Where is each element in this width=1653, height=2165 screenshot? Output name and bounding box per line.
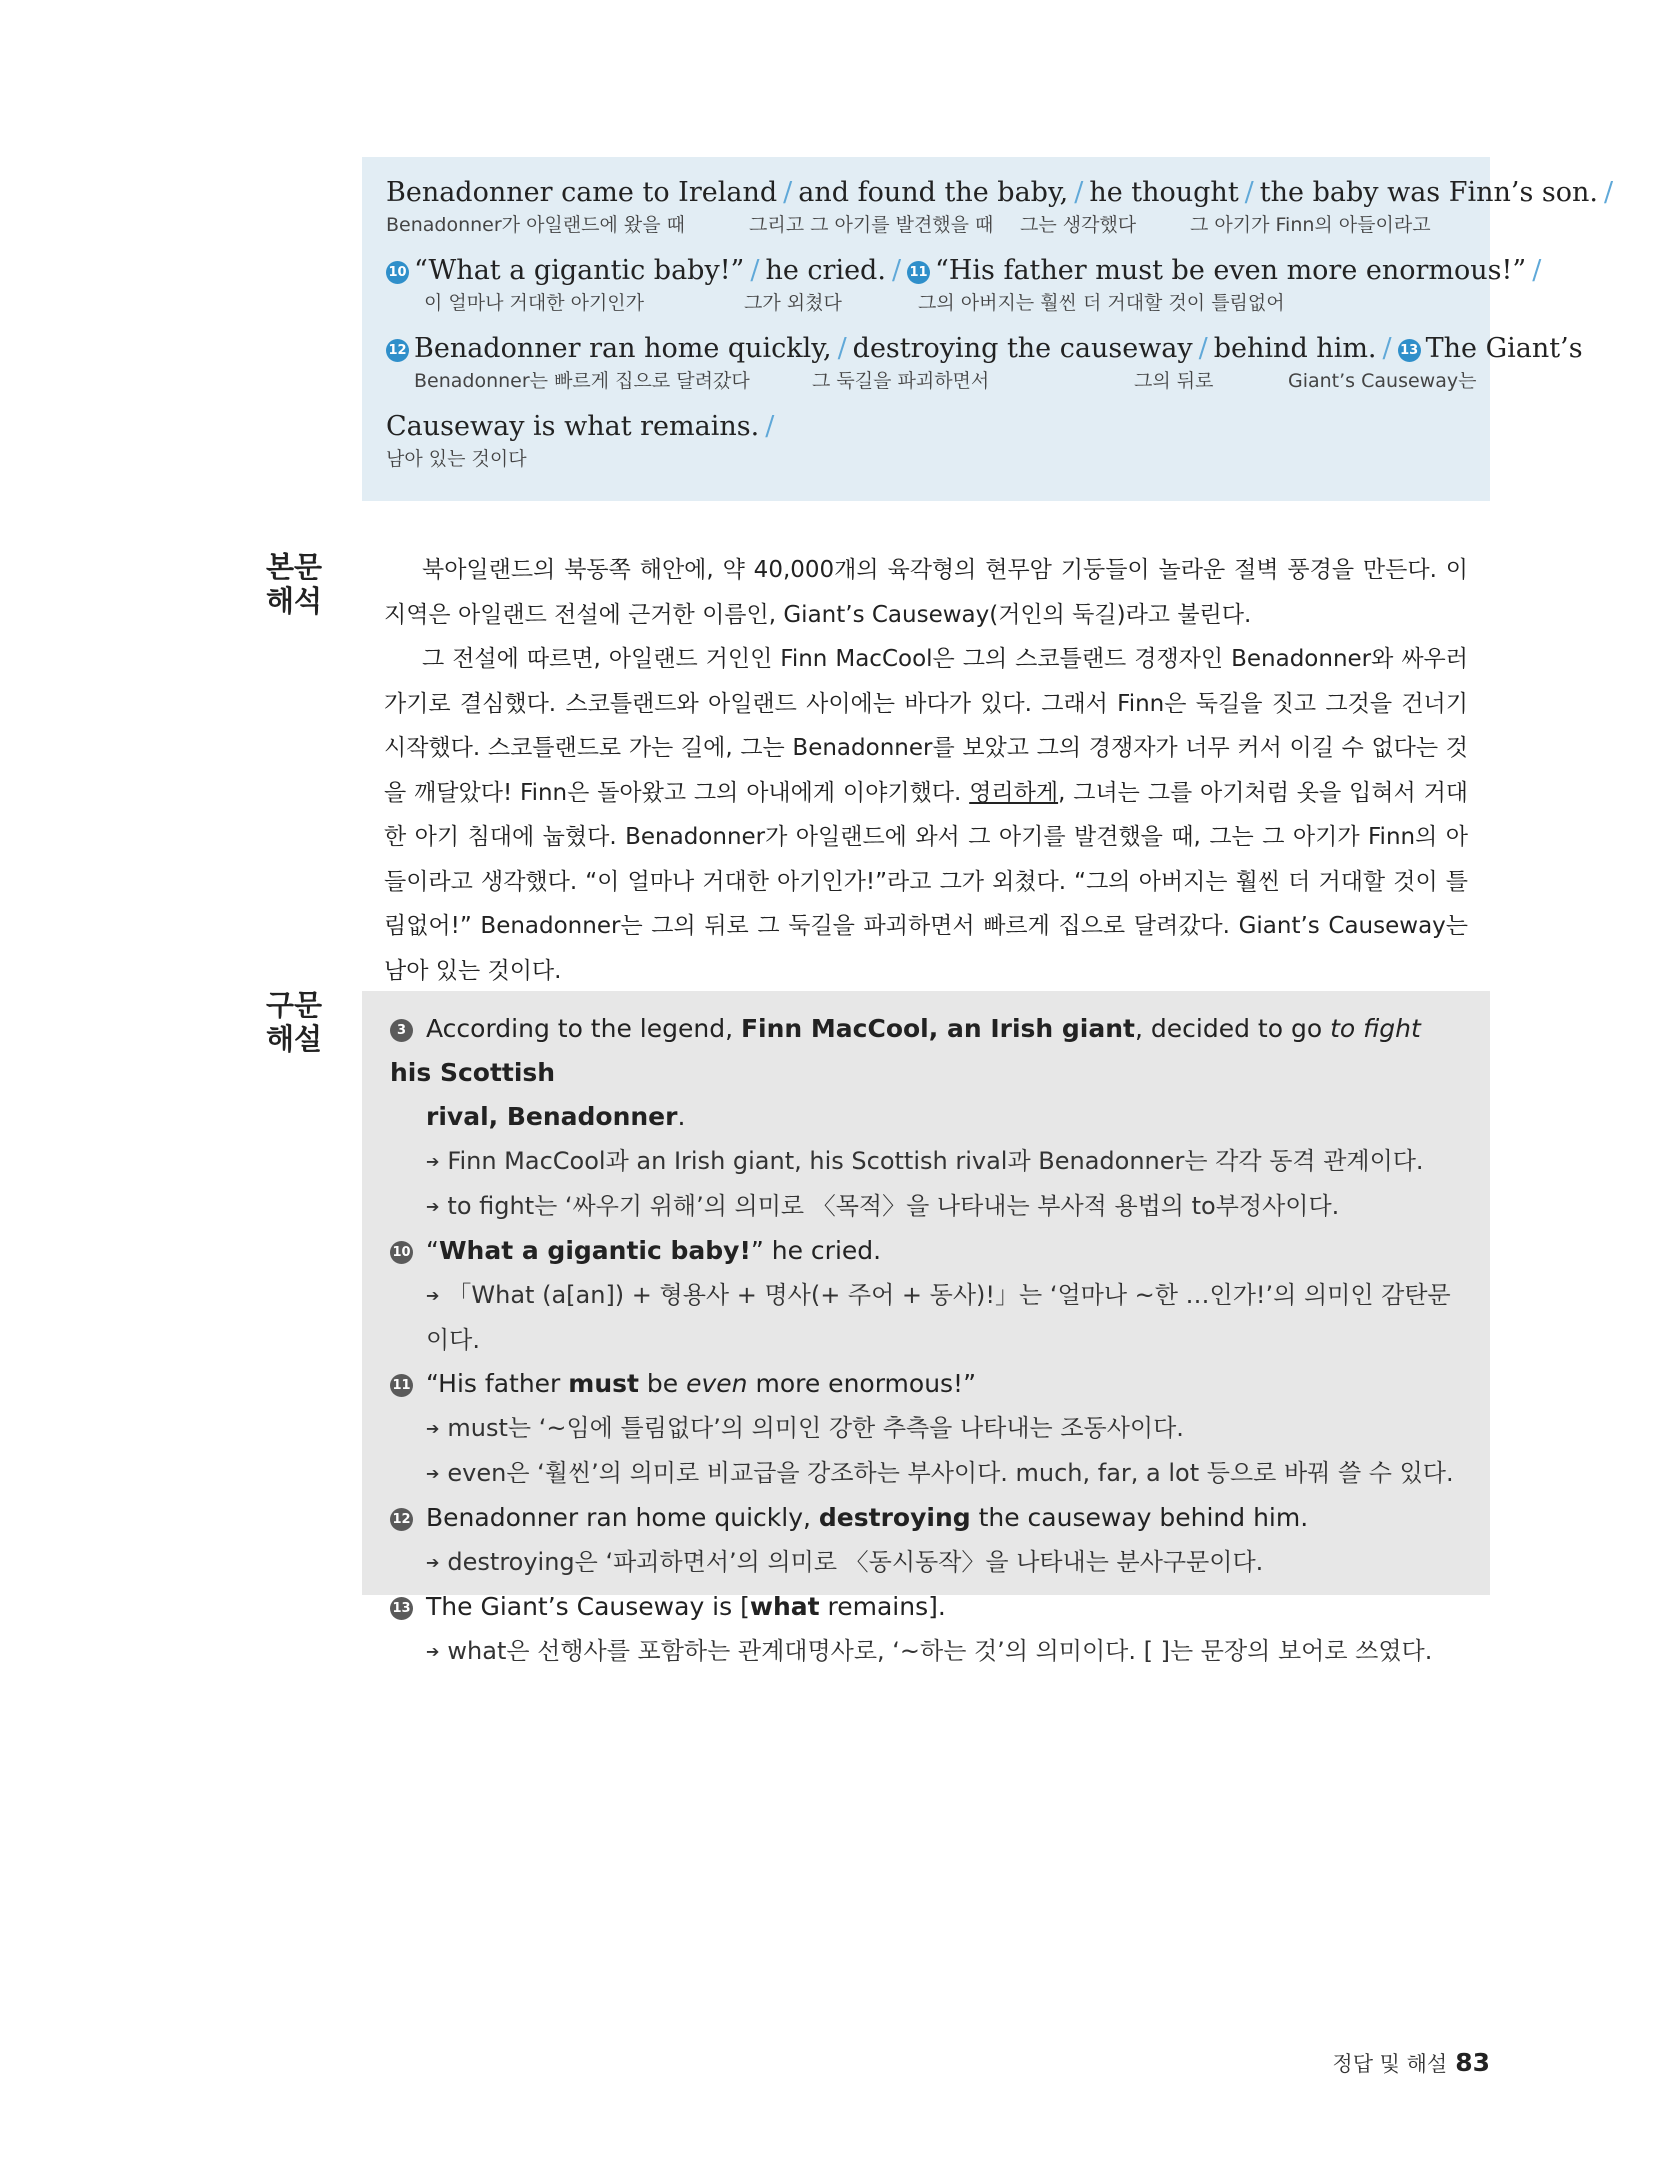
grammar-item-12 <box>390 1496 1466 1540</box>
chunk-slash: / <box>783 177 793 208</box>
sentence-number-badge: 12 <box>390 1508 413 1531</box>
chunk-ko: 그 아기가 Finn의 아들이라고 <box>1190 214 1431 236</box>
grammar-text: ” he cried. <box>750 1236 882 1265</box>
english-chunks <box>386 175 1619 211</box>
note-text: Finn MacCool과 an Irish giant, his Scottish rival과 Benadonner는 각각 동격 관계이다. <box>447 1147 1424 1175</box>
chunk-en: The Giant’s <box>1425 333 1583 364</box>
chunk-ko: 그리고 그 아기를 발견했을 때 <box>749 214 994 236</box>
grammar-item-3 <box>390 1007 1466 1095</box>
chunk-slash: / <box>837 333 847 364</box>
arrow-icon: ➔ <box>426 1642 440 1661</box>
grammar-text: more enormous!” <box>747 1369 977 1398</box>
arrow-icon: ➔ <box>426 1419 440 1438</box>
chunk-slash: / <box>1603 177 1614 208</box>
grammar-text: “His father <box>426 1369 569 1398</box>
chunk-en: Causeway is what remains. <box>386 411 760 442</box>
chunk-line-3 <box>386 331 1583 409</box>
page-footer <box>1332 2048 1490 2078</box>
underlined-word: 영리하게 <box>969 779 1059 806</box>
chunk-line-1 <box>386 175 1614 253</box>
grammar-bold: What a gigantic baby! <box>438 1236 751 1265</box>
grammar-note <box>390 1406 1466 1451</box>
grammar-note <box>390 1139 1466 1184</box>
chunk-ko: 그의 뒤로 <box>1134 370 1214 392</box>
chunk-ko: 그는 생각했다 <box>1020 214 1137 236</box>
chunk-en: Benadonner ran home quickly, <box>414 333 832 364</box>
chunk-en: “What a gigantic baby!” <box>414 255 745 286</box>
note-text: 「What (a[an]) + 형용사 + 명사(+ 주어 + 동사)!」는 ‘얼마나 ~한 …인가!’의 의미인 감탄문이다. <box>426 1281 1451 1354</box>
chunk-en: “His father must be even more enormous!” <box>935 255 1527 286</box>
note-text: destroying은 ‘파괴하면서’의 의미로 〈동시동작〉을 나타내는 분사구문이다. <box>447 1548 1264 1576</box>
chunk-en: he cried. <box>765 255 886 286</box>
note-text: even은 ‘훨씬’의 의미로 비교급을 강조하는 부사이다. much, far, a lot 등으로 바꿔 쓸 수 있다. <box>447 1459 1454 1487</box>
sentence-number-badge: 3 <box>390 1019 413 1042</box>
grammar-bold: what <box>749 1592 820 1621</box>
grammar-note <box>390 1629 1466 1674</box>
chunk-en: he thought <box>1089 177 1239 208</box>
grammar-bold: his Scottish <box>390 1058 556 1087</box>
reading-chunk-box <box>362 157 1614 501</box>
chunk-en: and found the baby, <box>798 177 1069 208</box>
chunk-ko: Giant’s Causeway는 <box>1288 370 1477 392</box>
chunk-slash: / <box>1074 177 1084 208</box>
label-line: 구문 <box>266 988 323 1022</box>
footer-label: 정답 및 해설 <box>1332 2052 1448 2076</box>
chunk-slash: / <box>1382 333 1392 364</box>
english-chunks <box>386 253 1547 289</box>
grammar-italic: even <box>686 1369 748 1398</box>
grammar-bold: rival, Benadonner <box>426 1102 678 1131</box>
sentence-number-badge: 10 <box>386 261 409 284</box>
sentence-number-badge: 11 <box>390 1374 413 1397</box>
label-line: 해설 <box>266 1022 323 1056</box>
note-text: to fight는 ‘싸우기 위해’의 의미로 〈목적〉을 나타내는 부사적 용법의 to부정사이다. <box>447 1192 1340 1220</box>
sentence-number-badge: 10 <box>390 1241 413 1264</box>
note-text: what은 선행사를 포함하는 관계대명사로, ‘~하는 것’의 의미이다. [ ]는 문장의 보어로 쓰였다. <box>447 1637 1433 1665</box>
chunk-ko: 그의 아버지는 훨씬 더 거대할 것이 틀림없어 <box>918 292 1285 314</box>
chunk-slash: / <box>1198 333 1208 364</box>
sentence-number-badge: 11 <box>907 261 930 284</box>
grammar-text: The Giant’s Causeway is [ <box>426 1592 750 1621</box>
chunk-en: the baby was Finn’s son. <box>1259 177 1598 208</box>
chunk-slash: / <box>1244 177 1254 208</box>
arrow-icon: ➔ <box>426 1464 440 1483</box>
grammar-text: According to the legend, <box>426 1014 741 1043</box>
grammar-box <box>362 991 1490 1665</box>
arrow-icon: ➔ <box>426 1152 440 1171</box>
sentence-number-badge: 13 <box>1398 339 1421 362</box>
grammar-text: remains]. <box>819 1592 946 1621</box>
chunk-ko: Benadonner는 빠르게 집으로 달려갔다 <box>414 370 750 392</box>
chunk-line-4 <box>386 409 1466 487</box>
grammar-section-label <box>266 988 326 1056</box>
grammar-note <box>390 1540 1466 1585</box>
grammar-text: Benadonner ran home quickly, <box>426 1503 819 1532</box>
translation-paragraph <box>384 637 1468 993</box>
grammar-note <box>390 1184 1466 1229</box>
grammar-item-3-cont <box>390 1095 1466 1139</box>
page-number: 83 <box>1455 2048 1490 2077</box>
grammar-bold: Finn MacCool, an Irish giant <box>740 1014 1135 1043</box>
chunk-slash: / <box>1532 255 1542 286</box>
translation-body <box>384 548 1468 993</box>
label-line: 본문 <box>266 550 323 584</box>
grammar-item-13 <box>390 1585 1466 1629</box>
chunk-slash: / <box>765 411 775 442</box>
chunk-slash: / <box>750 255 760 286</box>
chunk-ko: 이 얼마나 거대한 아기인가 <box>424 292 645 314</box>
grammar-bold: must <box>568 1369 639 1398</box>
translation-section-label <box>266 550 326 618</box>
chunk-ko: 그 둑길을 파괴하면서 <box>812 370 990 392</box>
chunk-ko: Benadonner가 아일랜드에 왔을 때 <box>386 214 685 236</box>
arrow-icon: ➔ <box>426 1197 440 1216</box>
chunk-en: behind him. <box>1213 333 1377 364</box>
arrow-icon: ➔ <box>426 1553 440 1572</box>
sentence-number-badge: 12 <box>386 339 409 362</box>
chunk-en: destroying the causeway <box>852 333 1193 364</box>
grammar-bold: destroying <box>818 1503 971 1532</box>
english-chunks <box>386 331 1583 367</box>
chunk-slash: / <box>891 255 902 286</box>
grammar-text: , decided to go <box>1135 1014 1331 1043</box>
translation-paragraph: 북아일랜드의 북동쪽 해안에, 약 40,000개의 육각형의 현무암 기둥들이 놀라운 절벽 풍경을 만든다. 이 지역은 아일랜드 전설에 근거한 이름인, Giant’s Causeway(거인의 둑길)라고 불린다. <box>384 557 1468 628</box>
grammar-italic: to fight <box>1330 1014 1421 1043</box>
grammar-item-11 <box>390 1362 1466 1406</box>
label-line: 해석 <box>266 584 323 618</box>
arrow-icon: ➔ <box>426 1286 440 1305</box>
grammar-text: be <box>638 1369 687 1398</box>
grammar-text: “ <box>426 1236 439 1265</box>
chunk-line-2 <box>386 253 1542 331</box>
grammar-text: the causeway behind him. <box>970 1503 1309 1532</box>
sentence-number-badge: 13 <box>390 1597 413 1620</box>
grammar-note <box>390 1451 1466 1496</box>
chunk-ko: 그가 외쳤다 <box>744 292 842 314</box>
grammar-item-10 <box>390 1229 1466 1273</box>
chunk-ko: 남아 있는 것이다 <box>386 448 527 470</box>
translation-text: , 그녀는 그를 아기처럼 옷을 입혀서 거대한 아기 침대에 눕혔다. Benadonner가 아일랜드에 와서 그 아기를 발견했을 때, 그는 그 아기가 Finn의 아들이라고 생각했다. “이 얼마나 거대한 아기인가!”라고 그가 외쳤다. “그의 아버지는 훨씬 더 거대할 것이 틀림없어!” Benadonner는 그의 뒤로 그 둑길을 파괴하면서 빠르게 집으로 달려갔다. Giant’s Causeway는 남아 있는 것이다. <box>384 779 1469 984</box>
grammar-text: . <box>677 1102 686 1131</box>
note-text: must는 ‘~임에 틀림없다’의 의미인 강한 추측을 나타내는 조동사이다. <box>447 1414 1184 1442</box>
translation-text: 그 전설에 따르면, 아일랜드 거인인 Finn MacCool은 그의 스코틀랜드 경쟁자인 Benadonner와 싸우러 가기로 결심했다. 스코틀랜드와 아일랜드 사이에는 바다가 있다. 그래서 Finn은 둑길을 짓고 그것을 건너기 시작했다. 스코틀랜드로 가는 길에, 그는 Benadonner를 보았고 그의 경쟁자가 너무 커서 이길 수 없다는 것을 깨달았다! Finn은 돌아왔고 그의 아내에게 이야기했다. <box>384 646 1468 806</box>
english-chunks <box>386 409 780 445</box>
grammar-note <box>390 1273 1466 1362</box>
chunk-en: Benadonner came to Ireland <box>386 177 778 208</box>
